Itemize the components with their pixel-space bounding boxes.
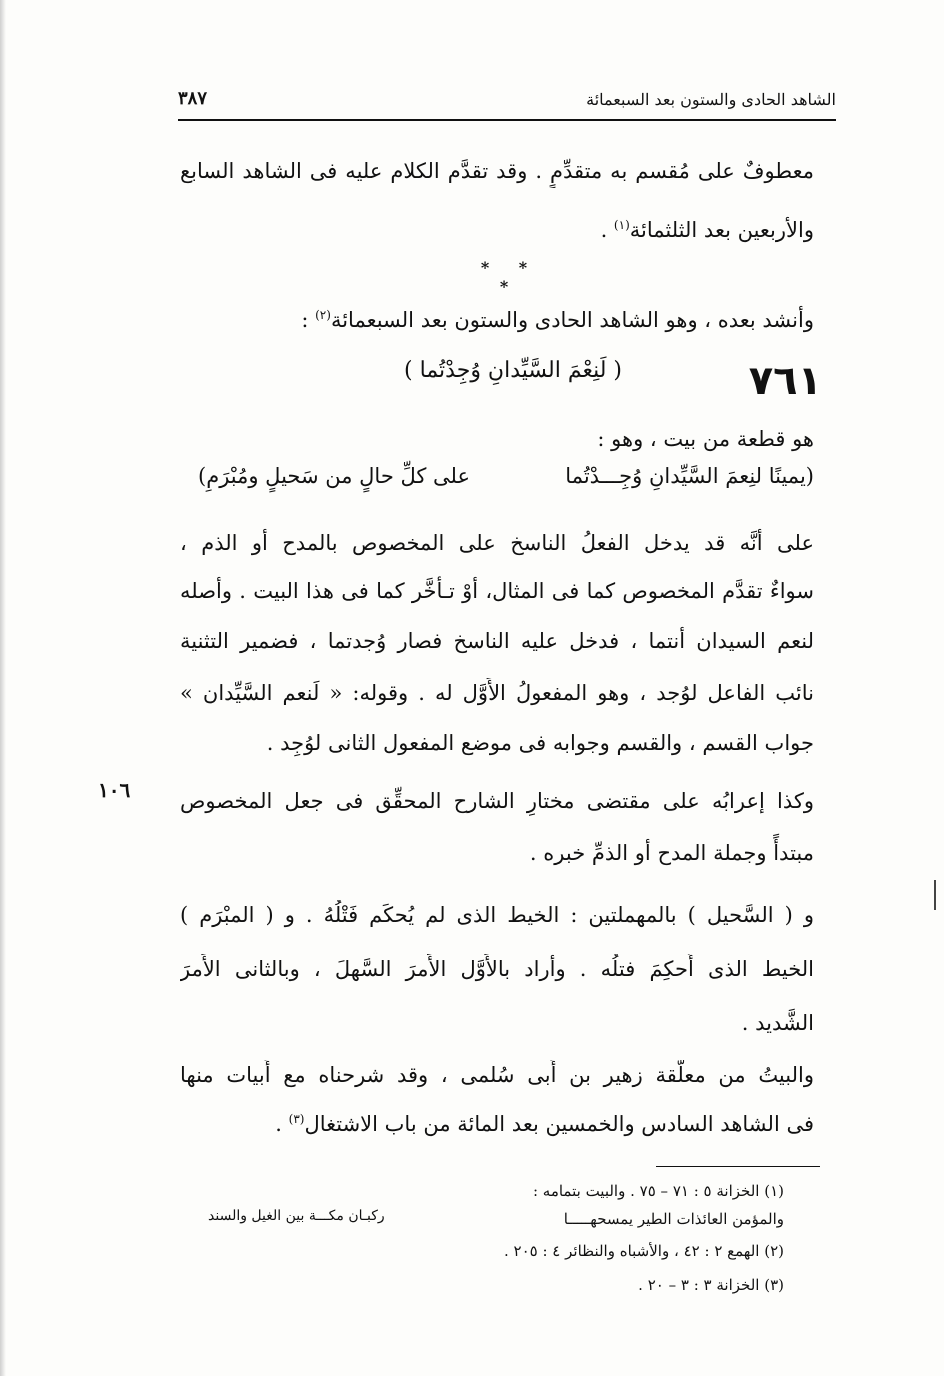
footnote-ref-1: (١) (613, 218, 630, 232)
footnote-2: (٢) الهمع ٢ : ٤٢ ، والأشباه والنظائر ٤ : ٢٠٥ . (503, 1242, 784, 1260)
paragraph-5-line-1: والبيتُ من معلَّقة زهير بن أَبى سُلمى ، وقد شرحناه مع أَبيات منها (180, 1063, 814, 1087)
paragraph-2-line-4: نائب الفاعل لوُجد ، وهو المفعولُ الأَوَّل له . وقوله: « لَنعم السَّيِّدان » (180, 681, 814, 705)
paragraph-4-line-3: الشَّديد . (741, 1011, 814, 1035)
paragraph-1-text: والأربعين بعد الثلثمائة (629, 218, 814, 242)
paragraph-4-line-1: و ( السَّحيل ) بالمهملتين : الخيط الذى لم يُحكَم فَتْلُهُ . و ( المبْرَم ) (180, 903, 814, 927)
paragraph-5-text: فى الشاهد السادس والخمسين بعد المائة من باب الاشتغال (304, 1112, 814, 1136)
scan-mark (934, 880, 936, 910)
paragraph-5-line-2 (275, 1104, 814, 1139)
verse-second-hemistich: على كلِّ حالٍ من سَحيلٍ ومُبْرَمِ) (198, 464, 471, 488)
footnote-3: (٣) الخزانة ٣ : ٣ – ٢٠ . (638, 1276, 784, 1294)
footnote-ref-3: (٣) (288, 1112, 305, 1126)
intro-line (301, 300, 814, 335)
paragraph-3-line-2: مبتدأً وجملة المدح أو الذمِّ خبره . (529, 841, 814, 865)
paragraph-2-line-5: جواب القسم ، والقسم وجوابه فى موضع المفعول الثانى لوُجِد . (266, 731, 814, 755)
paragraph-1-line-2 (601, 210, 814, 245)
footnote-1-verse-second: ركبـان مكـــة بين الغيل والسند (208, 1208, 385, 1224)
footnote-ref-2: (٢) (315, 308, 331, 322)
footnote-rule (656, 1166, 820, 1167)
paragraph-4-line-2: الخيط الذى أُحكِمَ فتلُه . وأراد بالأَوَّل الأَمرَ السَّهلَ ، وبالثانى الأَمرَ (180, 957, 814, 981)
intro-text: وأنشد بعده ، وهو الشاهد الحادى والستون بعد السبعمائة (330, 308, 814, 332)
paragraph-2-line-1: على أنَّه قد يدخل الفعلُ الناسخ على المخصوص بالمدح أو الذم ، (180, 531, 814, 555)
intro-end: : (301, 308, 316, 332)
margin-number: ١٠٦ (98, 778, 131, 802)
paragraph-2-line-3: لنعم السيدان أنتما ، فدخل عليه الناسخ فصار وُجدتما ، فضمير التثنية (180, 629, 814, 653)
page-edge (0, 0, 6, 1376)
header-rule (178, 119, 836, 121)
running-header (178, 86, 836, 116)
shahid-title: ( لَنِعْمَ السَّيِّدانِ وُجِدْتُما ) (404, 358, 622, 383)
paragraph-1-end: . (600, 218, 614, 242)
shahid-number: ٧٦١ (748, 358, 822, 404)
page-number: ٣٨٧ (178, 88, 208, 109)
footnote-1: (١) الخزانة ٥ : ٧١ – ٧٥ . والبيت بتمامه : (532, 1182, 784, 1200)
paragraph-5-end: . (275, 1112, 289, 1136)
section-separator-stars: * * * (480, 258, 540, 296)
verse-first-hemistich: (يمينًا لنِعمَ السَّيِّدانِ وُجِـــدْتُما (565, 464, 814, 488)
paragraph-3-line-1: وكذا إعرابُه على مقتضى مختارِ الشارح المحقِّق فى جعل المخصوص (180, 789, 814, 813)
verse-lead: هو قطعة من بيت ، وهو : (597, 427, 814, 451)
footnote-1-verse-first: والمؤمن العائذات الطير يمسحهـــــا (563, 1210, 784, 1228)
paragraph-1-line-1: معطوفٌ على مُقسم به متقدِّمٍ . وقد تقدَّم الكلام عليه فى الشاهد السابع (180, 159, 814, 183)
paragraph-2-line-2: سواءٌ تقدَّم المخصوص كما فى المثال، أوْ تـأخَّر كما فى هذا البيت . وأصله (180, 579, 814, 603)
header-title: الشاهد الحادى والستون بعد السبعمائة (586, 90, 836, 109)
